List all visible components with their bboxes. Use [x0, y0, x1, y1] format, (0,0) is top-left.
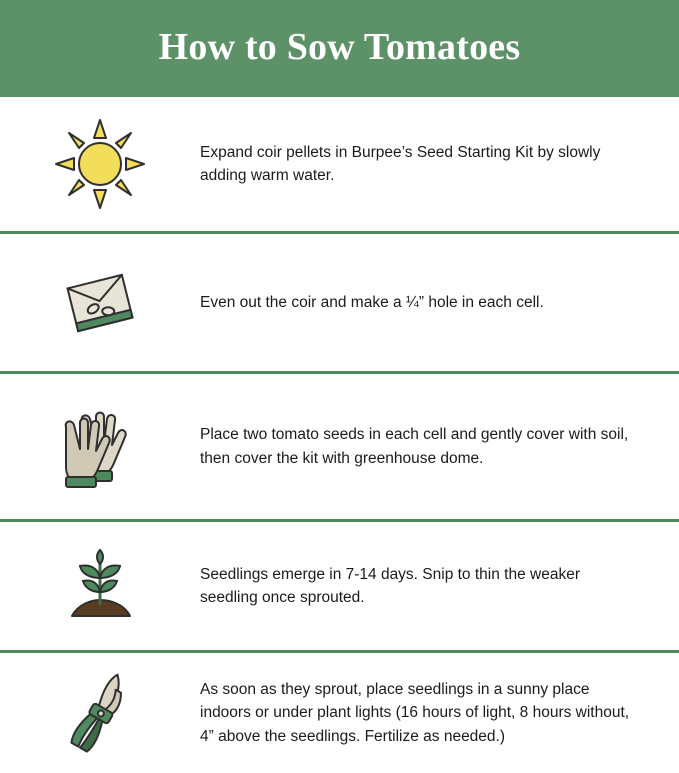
gardening-gloves-icon	[0, 399, 200, 495]
seed-packet-icon	[0, 255, 200, 351]
steps-list	[0, 97, 679, 773]
list-item	[0, 97, 679, 234]
list-item-text: Place two tomato seeds in each cell and gently cover with soil, then cover the kit with greenhouse dome.	[200, 426, 629, 467]
list-item-text: As soon as they sprout, place seedlings in a sunny place indoors or under plant lights (16 hours of light, 8 hours without, 4” above the seedlings. Fertilize as needed.)	[200, 681, 630, 745]
list-item-text: Seedlings emerge in 7-14 days. Snip to thin the weaker seedling once sprouted.	[200, 565, 580, 606]
seedling-sprout-icon	[0, 538, 200, 634]
list-item	[0, 234, 679, 374]
page-title: How to Sow Tomatoes	[158, 25, 521, 68]
list-item	[0, 374, 679, 522]
sun-icon	[0, 116, 200, 212]
list-item	[0, 522, 679, 653]
list-item-text: Even out the coir and make a ¼” hole in each cell.	[200, 293, 544, 311]
header-banner	[0, 0, 679, 97]
pruning-shears-icon	[0, 665, 200, 761]
list-item-text: Expand coir pellets in Burpee’s Seed Starting Kit by slowly adding warm water.	[200, 143, 601, 184]
list-item	[0, 653, 679, 773]
